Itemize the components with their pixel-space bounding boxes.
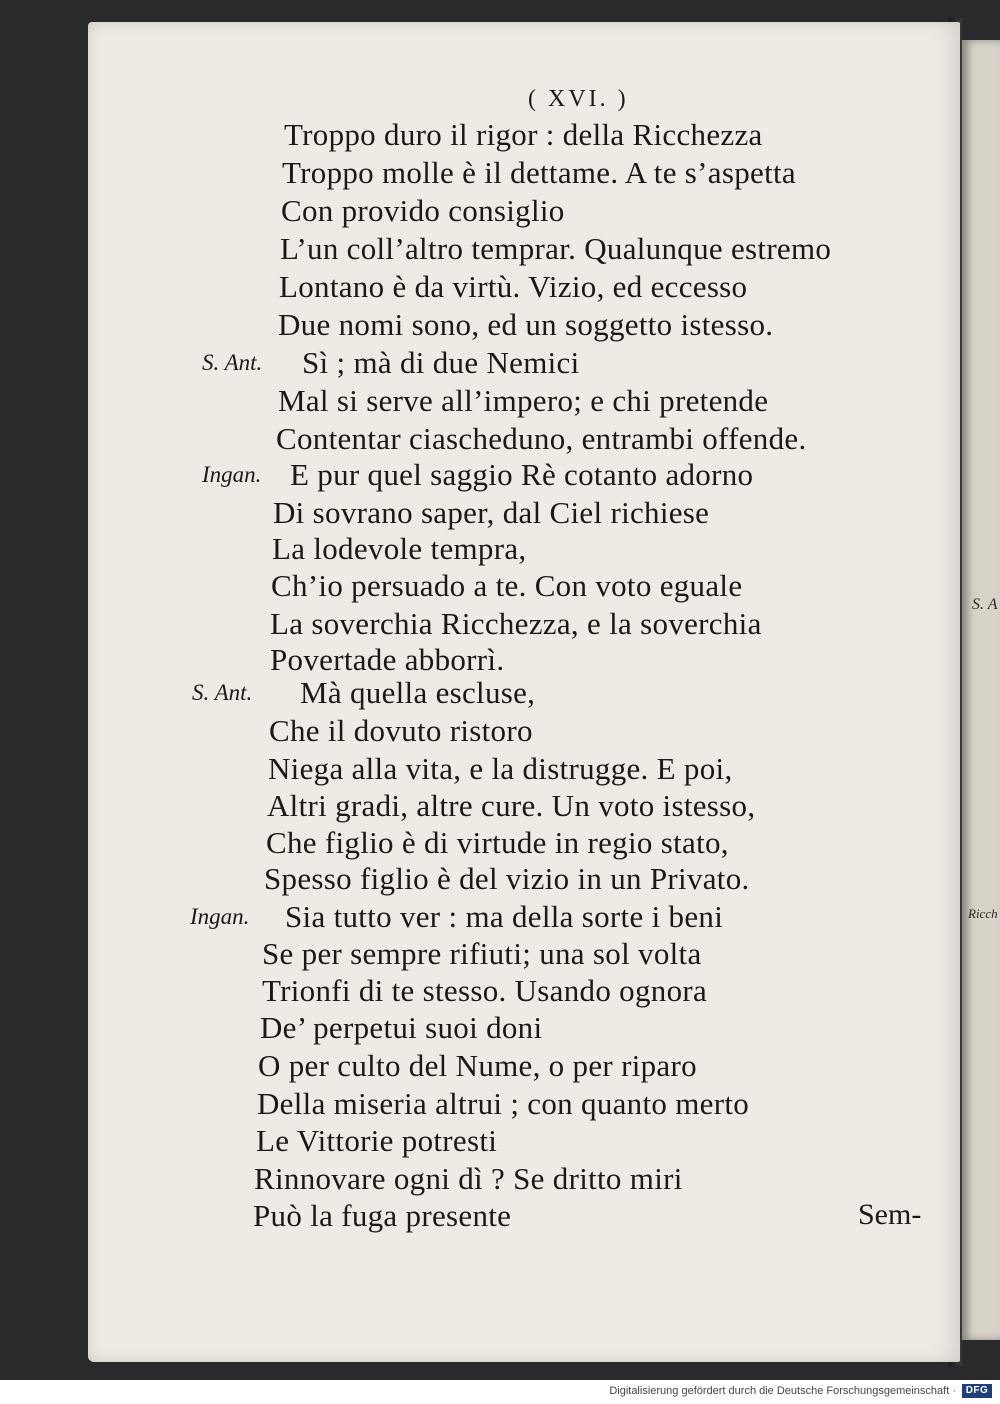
dfg-logo: DFG: [962, 1384, 992, 1398]
speaker-label: Ingan.: [202, 462, 262, 487]
verse-line: Che figlio è di virtude in regio stato,: [266, 825, 729, 860]
verse-line: Della miseria altrui ; con quanto merto: [257, 1086, 750, 1121]
verse-line: Altri gradi, altre cure. Un voto istesso,: [267, 788, 756, 823]
funding-credit: Digitalisierung gefördert durch die Deutsche Forschungsgemeinschaft ·: [609, 1385, 956, 1397]
verse-line: Spesso figlio è del vizio in un Privato.: [264, 861, 750, 896]
verse-line: Lontano è da virtù. Vizio, ed eccesso: [279, 269, 748, 304]
verse-line: Ch’io persuado a te. Con voto eguale: [271, 568, 743, 603]
verse-line: Contentar ciascheduno, entrambi offende.: [276, 421, 807, 456]
verse-line: De’ perpetui suoi doni: [260, 1010, 543, 1045]
verse-line: La lodevole tempra,: [272, 531, 527, 566]
verse-line: L’un coll’altro temprar. Qualunque estremo: [280, 231, 832, 266]
adjacent-page-text: S. A: [972, 596, 998, 613]
verse-line: Trionfi di te stesso. Usando ognora: [262, 973, 708, 1008]
verse-line: E pur quel saggio Rè cotanto adorno: [290, 457, 754, 492]
verse-line: Di sovrano saper, dal Ciel richiese: [273, 495, 710, 530]
verse-line: Troppo molle è il dettame. A te s’aspetta: [282, 155, 796, 190]
running-head: ( XVI. ): [528, 86, 629, 112]
verse-line: Povertade abborrì.: [270, 642, 505, 677]
catchword: Sem-: [858, 1198, 922, 1231]
adjacent-page-edge: [962, 40, 1000, 1340]
verse-line: Le Vittorie potresti: [256, 1123, 498, 1158]
adjacent-page-text: Ricch: [968, 906, 998, 921]
verse-line: Sia tutto ver : ma della sorte i beni: [285, 899, 724, 934]
verse-line: Sì ; mà di due Nemici: [302, 345, 580, 380]
verse-line: Mà quella escluse,: [300, 675, 536, 710]
verse-line: Se per sempre rifiuti; una sol volta: [262, 936, 702, 971]
speaker-label: Ingan.: [190, 904, 250, 929]
speaker-label: S. Ant.: [202, 350, 263, 375]
verse-line: Rinnovare ogni dì ? Se dritto miri: [254, 1161, 683, 1196]
verse-line: Che il dovuto ristoro: [269, 713, 533, 748]
verse-line: La soverchia Ricchezza, e la soverchia: [270, 606, 762, 641]
verse-line: Può la fuga presente: [253, 1198, 512, 1233]
verse-line: Mal si serve all’impero; e chi pretende: [278, 383, 769, 418]
verse-line: Niega alla vita, e la distrugge. E poi,: [268, 751, 733, 786]
footer-bar: [0, 1380, 1000, 1404]
verse-line: O per culto del Nume, o per riparo: [258, 1048, 697, 1083]
speaker-label: S. Ant.: [192, 680, 253, 705]
verse-line: Con provido consiglio: [281, 193, 565, 228]
verse-line: Troppo duro il rigor : della Ricchezza: [284, 117, 763, 152]
verse-line: Due nomi sono, ed un soggetto istesso.: [278, 307, 774, 342]
